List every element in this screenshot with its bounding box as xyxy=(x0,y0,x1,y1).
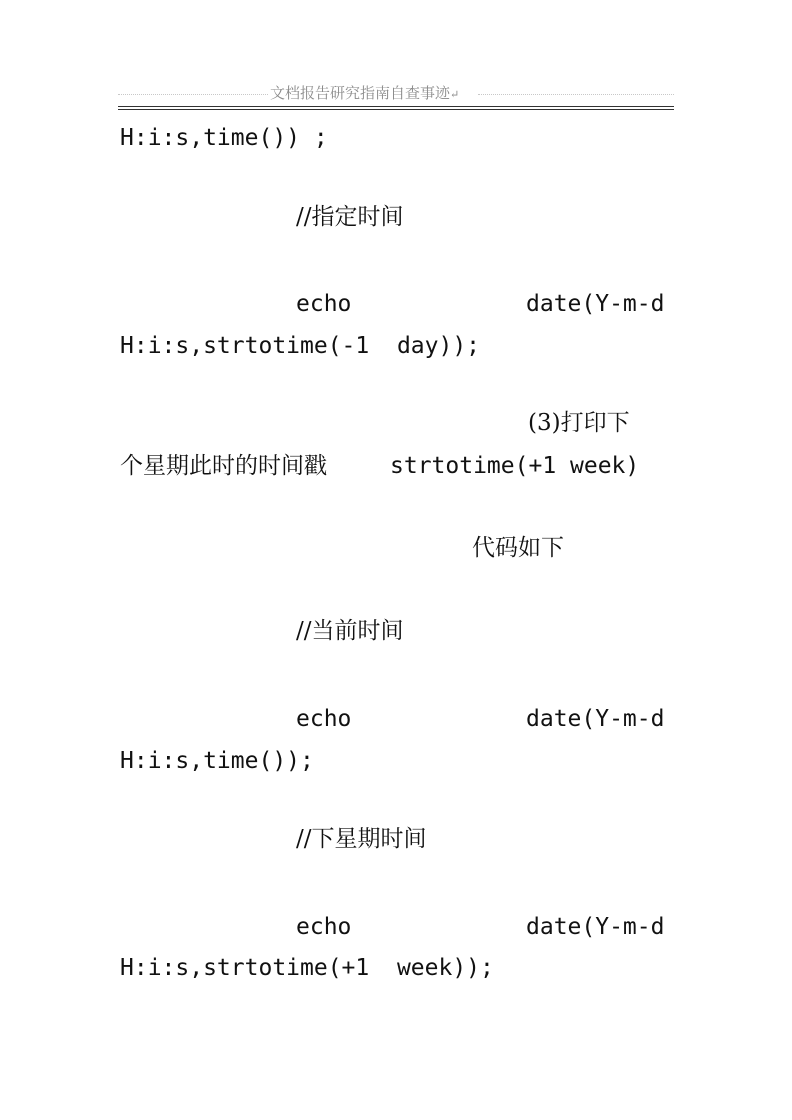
code-echo-1: echo xyxy=(296,291,352,317)
header-dotted-leader-right xyxy=(478,94,674,95)
header-return-mark: ↵ xyxy=(450,88,460,101)
paragraph-3-start: (3)打印下 xyxy=(528,410,630,436)
code-line-strtotime-plus-week: H:i:s,strtotime(+1 week)); xyxy=(120,955,494,981)
comment-current-time: //当前时间 xyxy=(296,618,404,644)
page-header xyxy=(118,78,674,112)
header-title xyxy=(270,82,596,103)
code-date-3: date(Y-m-d xyxy=(526,914,665,940)
code-date-2: date(Y-m-d xyxy=(526,706,665,732)
code-date-1: date(Y-m-d xyxy=(526,291,665,317)
code-line-strtotime-minus-day: H:i:s,strtotime(-1 day)); xyxy=(120,333,481,359)
comment-next-week-time: //下星期时间 xyxy=(296,826,427,852)
header-dotted-leader-left xyxy=(118,94,268,95)
header-title-text: 文档报告研究指南自查事迹 xyxy=(270,84,451,102)
header-double-rule xyxy=(118,106,674,110)
code-line-time: H:i:s,time()); xyxy=(120,748,314,774)
comment-specified-time: //指定时间 xyxy=(296,204,404,230)
code-follows-heading: 代码如下 xyxy=(472,535,564,561)
paragraph-3-cjk: 个星期此时的时间戳 xyxy=(120,453,327,479)
code-line-1: H:i:s,time()) ; xyxy=(120,125,328,151)
paragraph-3-code: strtotime(+1 week) xyxy=(390,453,640,479)
code-echo-2: echo xyxy=(296,706,352,732)
code-echo-3: echo xyxy=(296,914,352,940)
